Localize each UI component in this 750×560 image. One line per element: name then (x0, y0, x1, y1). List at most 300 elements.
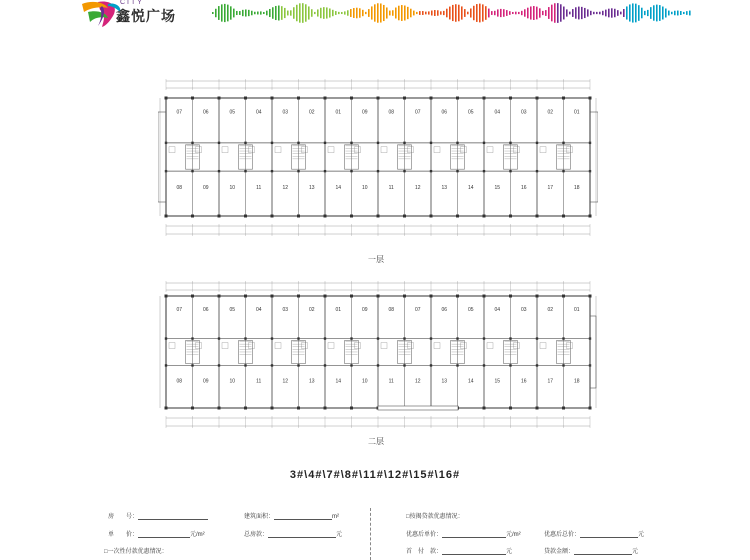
column (562, 142, 564, 144)
floor2-plan (158, 278, 598, 433)
column (350, 364, 352, 366)
unit-number: 11 (388, 378, 394, 385)
wave-bar (308, 6, 310, 19)
column (483, 97, 486, 100)
column (456, 337, 458, 339)
wave-bar (641, 8, 643, 19)
column (562, 364, 564, 366)
wave-bar (332, 10, 334, 16)
unit-number: 06 (441, 306, 448, 313)
discount-unit-price-label: 优惠后单价： (406, 532, 443, 538)
wave-bar (449, 7, 451, 20)
unit-number: 12 (414, 378, 421, 385)
column (456, 142, 458, 144)
column (562, 215, 565, 218)
wave-bar (587, 9, 589, 16)
column (244, 364, 246, 366)
wave-bar (680, 11, 682, 15)
column (430, 142, 432, 144)
wave-bar (254, 12, 256, 14)
toilet-room (222, 343, 228, 349)
unit-number: 05 (467, 109, 474, 116)
wave-bar (611, 8, 613, 17)
unit-number: 16 (520, 185, 527, 192)
area-field[interactable] (274, 512, 332, 520)
column (271, 170, 273, 172)
wave-bar (623, 9, 625, 17)
wave-bar (410, 9, 412, 18)
unit-number: 17 (547, 185, 554, 192)
wave-bar (227, 5, 229, 22)
wave-bar (515, 12, 517, 15)
unit-number: 13 (441, 378, 448, 385)
wave-bar (575, 7, 577, 18)
wave-bar (224, 4, 226, 22)
price-form (0, 505, 750, 560)
discount-total-field[interactable] (580, 530, 638, 538)
unit-number: 05 (229, 109, 236, 116)
wave-bar (569, 12, 571, 15)
entrance (378, 406, 458, 410)
column (483, 142, 485, 144)
column (589, 97, 592, 100)
wave-bar (212, 12, 214, 14)
column (377, 215, 380, 218)
unit-number: 13 (441, 185, 448, 192)
unit-number: 10 (229, 378, 236, 385)
wave-bar (548, 7, 550, 19)
wave-bar (503, 9, 505, 17)
unit-number: 11 (388, 185, 394, 192)
wave-bar (431, 10, 433, 15)
column (165, 337, 167, 339)
unit-number: 02 (547, 306, 554, 313)
header (0, 0, 750, 30)
unit-number: 14 (467, 378, 474, 385)
column (218, 97, 221, 100)
wave-bar (278, 6, 280, 21)
column (430, 364, 432, 366)
wave-bar (365, 12, 367, 14)
wave-bar (488, 9, 490, 18)
column (456, 215, 459, 218)
column (456, 170, 458, 172)
wave-bar (629, 4, 631, 21)
unit-number: 12 (414, 185, 421, 192)
wave-bar (425, 12, 427, 15)
wave-bar (464, 9, 466, 17)
toilet-room (434, 343, 440, 349)
wave-bar (677, 11, 679, 16)
column (350, 142, 352, 144)
column (297, 97, 300, 100)
wave-bar (323, 7, 325, 19)
wave-bar (443, 11, 445, 15)
wave-bar (356, 8, 358, 19)
wave-bar (380, 3, 382, 22)
wave-bar (509, 11, 511, 15)
wave-bar (530, 6, 532, 19)
loan-amount-unit: 元 (632, 549, 639, 555)
unit-number: 01 (335, 109, 342, 116)
unit-number: 14 (467, 185, 474, 192)
unit-number: 08 (176, 185, 183, 192)
toilet-room (381, 343, 387, 349)
wave-bar (596, 12, 598, 14)
unit-number: 14 (335, 378, 342, 385)
toilet-room (514, 343, 520, 349)
column (297, 295, 300, 298)
column (589, 215, 592, 218)
wave-bar (461, 6, 463, 19)
unit-number: 06 (202, 109, 209, 116)
column (271, 364, 273, 366)
toilet-room (328, 147, 334, 153)
toilet-room (169, 147, 175, 153)
column (403, 364, 405, 366)
column (191, 170, 193, 172)
area-unit: m² (332, 514, 340, 520)
unit-price-field[interactable] (138, 530, 190, 538)
toilet-room (302, 343, 308, 349)
unit-number: 12 (282, 378, 289, 385)
column (271, 97, 274, 100)
toilet-room (169, 343, 175, 349)
discount-total-label: 优惠后总价： (544, 532, 581, 538)
toilet-room (275, 147, 281, 153)
wave-bar (446, 9, 448, 18)
wave-bar (422, 11, 424, 15)
unit-number: 08 (176, 378, 183, 385)
toilet-room (408, 343, 414, 349)
unit-number: 12 (282, 185, 289, 192)
column (324, 97, 327, 100)
wave-bar (419, 11, 421, 15)
column (350, 215, 353, 218)
wave-bar (557, 3, 559, 23)
wave-bar (350, 9, 352, 17)
wave-bar (620, 12, 622, 15)
wave-bar (665, 8, 667, 17)
wave-bar (317, 9, 319, 16)
wave-bar (245, 9, 247, 16)
column (244, 407, 247, 410)
column (456, 364, 458, 366)
wave-bar (353, 8, 355, 18)
wave-bar (233, 9, 235, 18)
column (536, 97, 539, 100)
toilet-room (540, 147, 546, 153)
wave-bar (473, 6, 475, 20)
wave-bar (290, 10, 292, 15)
wave-bar (647, 10, 649, 16)
room-no-field[interactable] (138, 512, 208, 520)
column (271, 337, 273, 339)
column (483, 337, 485, 339)
unit-number: 04 (494, 109, 501, 116)
total-field[interactable] (268, 530, 336, 538)
unit-number: 09 (361, 109, 368, 116)
column (218, 364, 220, 366)
toilet-room (302, 147, 308, 153)
column (509, 295, 512, 298)
wave-bar (545, 10, 547, 16)
down-payment-unit: 元 (506, 549, 513, 555)
building-numbers: 3#\4#\7#\8#\11#\12#\15#\16# (289, 469, 461, 481)
unit-number: 07 (176, 306, 183, 313)
column (165, 97, 168, 100)
column (483, 295, 486, 298)
floor1-plan (158, 76, 598, 246)
wave-bar (341, 12, 343, 14)
room-no-label: 房 号： (108, 514, 139, 520)
wave-bar (500, 9, 502, 17)
unit-number: 04 (255, 306, 262, 313)
column (536, 215, 539, 218)
side-wing (590, 316, 596, 388)
column (430, 215, 433, 218)
unit-number: 05 (467, 306, 474, 313)
column (377, 142, 379, 144)
loan-amount-field[interactable] (574, 547, 632, 555)
wave-bar (458, 5, 460, 22)
wave-bar (479, 4, 481, 23)
wave-bar (650, 7, 652, 19)
column (403, 97, 406, 100)
unit-number: 05 (229, 306, 236, 313)
column (218, 142, 220, 144)
column (297, 170, 299, 172)
discount-unit-price-unit: 元/m² (506, 532, 521, 538)
toilet-room (408, 147, 414, 153)
wave-bar (440, 11, 442, 14)
column (483, 407, 486, 410)
wave-bar (305, 4, 307, 21)
wave-bar (287, 11, 289, 16)
column (350, 97, 353, 100)
column (244, 215, 247, 218)
wave-bar (263, 12, 265, 14)
wave-bar (551, 5, 553, 22)
wave-bar (296, 5, 298, 21)
wave-bar (326, 7, 328, 18)
wave-bar (617, 10, 619, 16)
wave-bar (542, 11, 544, 15)
wave-bar (455, 4, 457, 22)
floor1-label: 一层 (368, 255, 384, 264)
unit-number: 07 (176, 109, 183, 116)
wave-bar (281, 6, 283, 20)
column (271, 142, 273, 144)
wave-bar (635, 4, 637, 23)
column (165, 407, 168, 410)
unit-number: 16 (520, 378, 527, 385)
wave-bar (497, 9, 499, 16)
loan-amount-label: 贷款金额： (544, 549, 575, 555)
column (350, 170, 352, 172)
wave-bar (299, 3, 301, 22)
column (191, 337, 193, 339)
wave-bar (578, 7, 580, 20)
one-time-label[interactable]: □一次性付款优惠情况： (104, 549, 168, 555)
column (562, 97, 565, 100)
column (324, 364, 326, 366)
wave-bar (593, 12, 595, 14)
wave-bar (590, 11, 592, 15)
toilet-room (355, 147, 361, 153)
column (377, 97, 380, 100)
toilet-room (355, 343, 361, 349)
unit-number: 11 (256, 378, 262, 385)
column (324, 215, 327, 218)
wave-bar (476, 4, 478, 22)
column (377, 337, 379, 339)
column (324, 407, 327, 410)
mortgage-label[interactable]: □按揭贷款优惠情况： (406, 514, 464, 520)
unit-number: 18 (573, 185, 580, 192)
unit-number: 01 (335, 306, 342, 313)
toilet-room (222, 147, 228, 153)
toilet-room (381, 147, 387, 153)
unit-number: 03 (282, 306, 289, 313)
unit-number: 09 (202, 378, 209, 385)
column (191, 407, 194, 410)
column (456, 97, 459, 100)
wave-bar (434, 10, 436, 16)
unit-number: 10 (361, 185, 368, 192)
wave-bar (293, 7, 295, 18)
wave-bar (626, 6, 628, 19)
wave-bar (404, 6, 406, 21)
toilet-room (487, 343, 493, 349)
wave-bar (572, 9, 574, 17)
wave-bar (362, 10, 364, 16)
floor2-label: 二层 (368, 437, 384, 446)
wave-bar (668, 11, 670, 16)
toilet-room (249, 147, 255, 153)
column (377, 295, 380, 298)
wave-bar (689, 11, 691, 16)
column (509, 407, 512, 410)
column (297, 215, 300, 218)
wave-bar (218, 6, 220, 20)
column (218, 337, 220, 339)
column (509, 215, 512, 218)
unit-number: 08 (388, 109, 395, 116)
total-unit: 元 (336, 532, 343, 538)
wave-bar (248, 10, 250, 16)
column (191, 142, 193, 144)
wave-bar (662, 7, 664, 20)
column (165, 295, 168, 298)
column (377, 364, 379, 366)
column (218, 215, 221, 218)
unit-number: 01 (573, 306, 580, 313)
wave-bar (221, 4, 223, 21)
wave-bar (485, 6, 487, 20)
wave-bar (467, 12, 469, 15)
wave-bar (302, 3, 304, 23)
unit-number: 15 (494, 378, 501, 385)
wave-bar (491, 11, 493, 15)
wave-bar (407, 7, 409, 19)
wave-bar (527, 8, 529, 19)
toilet-room (196, 343, 202, 349)
wave-bar (239, 11, 241, 15)
column (536, 364, 538, 366)
column (244, 142, 246, 144)
wave-bar (257, 12, 259, 15)
column (536, 170, 538, 172)
wave-bar (581, 7, 583, 19)
toilet-room (567, 147, 573, 153)
column (191, 97, 194, 100)
wave-bar (389, 11, 391, 16)
wave-bar (314, 12, 316, 14)
column (536, 337, 538, 339)
column (509, 142, 511, 144)
wave-bar (230, 6, 232, 19)
down-payment-field[interactable] (442, 547, 506, 555)
unit-number: 03 (282, 109, 289, 116)
wave-bar (506, 10, 508, 16)
column (244, 295, 247, 298)
column (589, 295, 592, 298)
wave-bar (659, 5, 661, 21)
column (297, 364, 299, 366)
toilet-room (540, 343, 546, 349)
column (403, 142, 405, 144)
wave-bar (632, 3, 634, 22)
wave-bar (236, 11, 238, 15)
wave-bar (374, 4, 376, 21)
discount-unit-price-field[interactable] (442, 530, 506, 538)
toilet-room (196, 147, 202, 153)
discount-total-unit: 元 (638, 532, 645, 538)
logo-sub: CITY (120, 0, 144, 6)
wave-bar (566, 9, 568, 16)
area-label: 建筑面积： (244, 514, 275, 520)
column (297, 142, 299, 144)
side-wing (590, 112, 598, 202)
wave-bar (416, 12, 418, 14)
column (456, 295, 459, 298)
unit-number: 03 (520, 306, 527, 313)
unit-number: 02 (308, 306, 315, 313)
column (430, 170, 432, 172)
column (403, 337, 405, 339)
wave-bar (644, 11, 646, 15)
unit-number: 13 (308, 378, 315, 385)
wave-bar (269, 9, 271, 17)
column (430, 97, 433, 100)
toilet-room (487, 147, 493, 153)
column (483, 364, 485, 366)
unit-number: 02 (308, 109, 315, 116)
wave-bar (428, 11, 430, 14)
column (536, 295, 539, 298)
unit-number: 10 (229, 185, 236, 192)
wave-bar (335, 11, 337, 15)
unit-number: 06 (441, 109, 448, 116)
column (562, 337, 564, 339)
unit-number: 13 (308, 185, 315, 192)
column (403, 215, 406, 218)
wave-bar (524, 9, 526, 16)
column (509, 364, 511, 366)
column (244, 97, 247, 100)
wave-bar (392, 10, 394, 16)
